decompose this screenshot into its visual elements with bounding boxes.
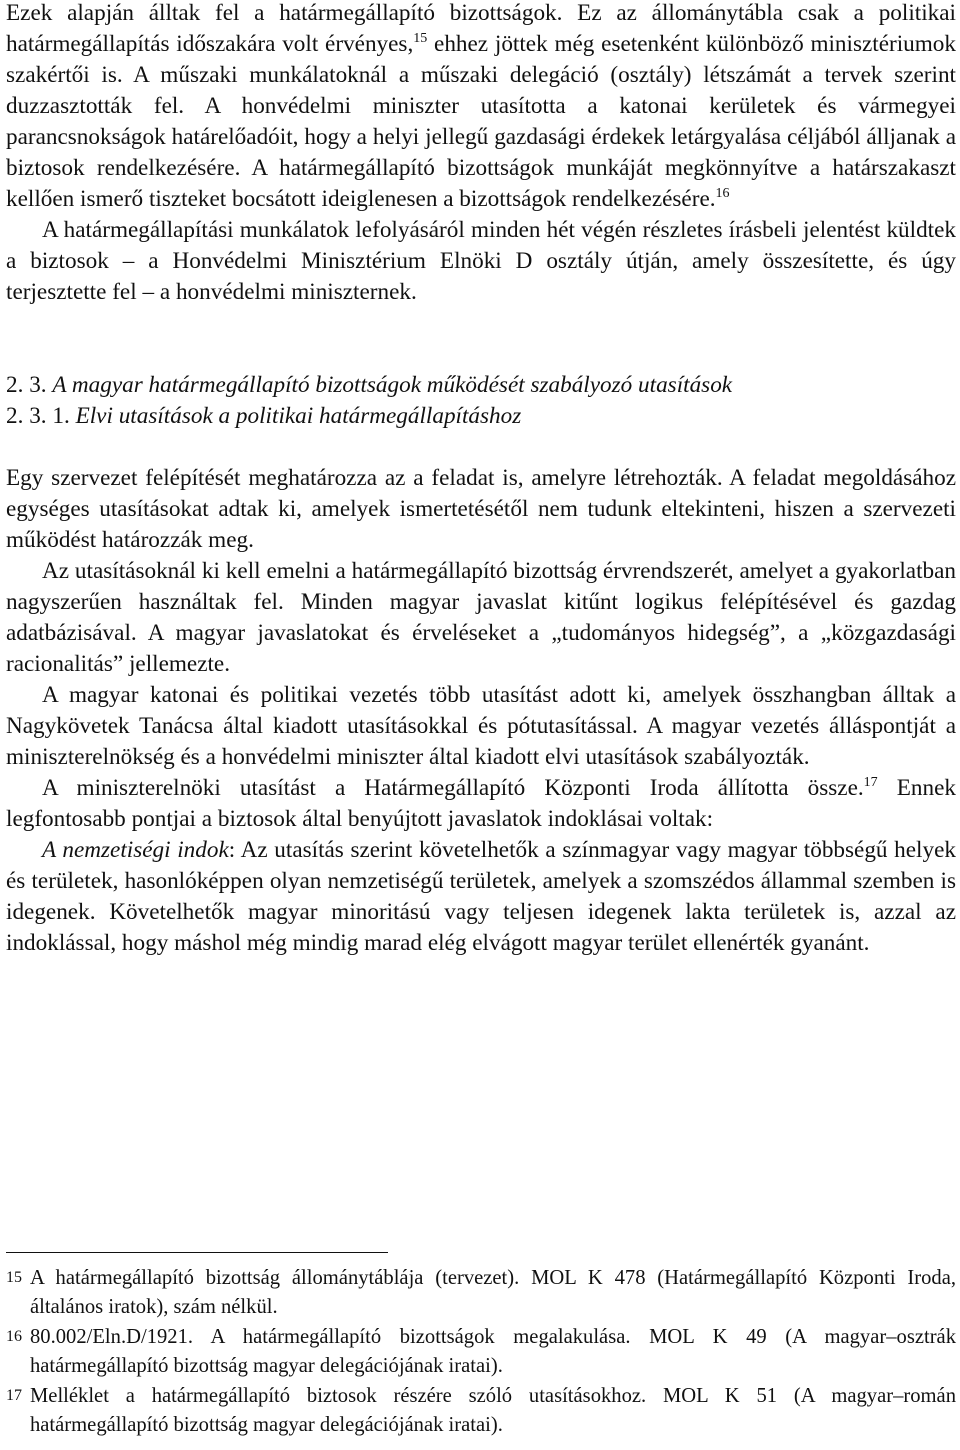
spacer bbox=[6, 308, 956, 370]
footnote-text: A határmegállapító bizottság állománytáblája (tervezet). MOL K 478 (Határmegállapító Központi Iroda, általános iratok), szám nélkül. bbox=[30, 1267, 956, 1318]
paragraph-4: Az utasításoknál ki kell emelni a határmegállapító bizottság érvrendszerét, amelyet a gyakorlatban nagyszerűen használtak fel. Minden magyar javaslat kitűnt logikus felépítésével és gazdag adatbázisával. A magyar javaslatokat és érveléseket a „tudományos hidegség”, a „közgazdasági racionalitás” jellemezte. bbox=[6, 558, 956, 677]
footnote-ref-17[interactable]: 17 bbox=[863, 775, 878, 790]
paragraph-5: A magyar katonai és politikai vezetés több utasítást adott ki, amelyek összhangban álltak a Nagykövetek Tanácsa által kiadott utasításokkal és pótutasítással. A magyar vezetés álláspontját a miniszterelnökség és a honvédelmi miniszter által kiadott elvi utasítások szabályozták. bbox=[6, 682, 956, 770]
paragraph-3: Egy szervezet felépítését meghatározza az a feladat is, amelyre létrehozták. A feladat megoldásához egységes utasításokat adtak ki, amelyek ismertetésétől nem tudunk eltekinteni, hiszen a szervezeti működést határozzák meg. bbox=[6, 465, 956, 553]
footnote-number: 16 bbox=[6, 1328, 22, 1345]
paragraph-7: A nemzetiségi indok: Az utasítás szerint követelhetők a színmagyar vagy magyar többségű helyek és területek, hasonlóképpen olyan nemzetiségű területek, amelyek a szomszédos állammal szemben is idegenek. Követelhetők magyar minoritású vagy teljesen idegenek lakta területek is, azzal az indoklással, hogy máshol még mindig marad elég elvágott magyar terület ellenérték gyanánt. bbox=[6, 837, 956, 956]
spacer bbox=[6, 432, 956, 463]
footnote-separator bbox=[6, 1252, 388, 1253]
paragraph-6: A miniszterelnöki utasítást a Határmegállapító Központi Iroda állította össze.$^{17}$ Ennek legfontosabb pontjai a biztosok által benyújtott javaslatok indoklásai voltak: bbox=[6, 775, 956, 832]
footnote-text: Melléklet a határmegállapító biztosok részére szóló utasításokhoz. MOL K 51 (A magyar–román határmegállapító bizottság magyar delegációjának iratai). bbox=[30, 1385, 956, 1436]
footnote-16 bbox=[6, 1323, 956, 1380]
footnote-15 bbox=[6, 1264, 956, 1321]
footnote-17 bbox=[6, 1382, 956, 1439]
footnote-number: 15 bbox=[6, 1269, 22, 1286]
paragraph-2: A határmegállapítási munkálatok lefolyásáról minden hét végén részletes írásbeli jelentést küldtek a biztosok – a Honvédelmi Minisztérium Elnöki D osztály útján, amely összesítette, és úgy terjesztette fel – a honvédelmi miniszternek. bbox=[6, 217, 956, 305]
section-heading-2-3: 2. 3. A magyar határmegállapító bizottságok működését szabályozó utasítások bbox=[6, 372, 733, 398]
italic-term: A nemzetiségi indok bbox=[42, 837, 229, 863]
footnote-text: 80.002/Eln.D/1921. A határmegállapító bizottságok megalakulása. MOL K 49 (A magyar–osztrák határmegállapító bizottság magyar delegációjának iratai). bbox=[30, 1326, 956, 1377]
footnote-number: 17 bbox=[6, 1387, 22, 1404]
paragraph-1: Ezek alapján álltak fel a határmegállapító bizottságok. Ez az állománytábla csak a politikai határmegállapítás időszakára volt érvényes,$^{15}$ ehhez jöttek még esetenként különböző minisztériumok szakértői is. A műszaki munkálatoknál a műszaki delegáció (osztály) létszámát a tervek szerint duzzasztották fel. A honvédelmi miniszter utasította a katonai kerületek és vármegyei parancsnokságok határelőadóit, hogy a helyi jellegű gazdasági érdekek letárgyalása céljából álljanak a biztosok rendelkezésére. A határmegállapító bizottságok munkáját megkönnyítve a határszakaszt kellően ismerő tiszteket bocsátott ideiglenesen a bizottságok rendelkezésére.$^{16}$ bbox=[6, 0, 956, 212]
footnote-ref-16[interactable]: 16 bbox=[715, 186, 730, 201]
footnote-ref-15[interactable]: 15 bbox=[413, 31, 428, 46]
footnotes bbox=[6, 1264, 956, 1439]
section-heading-2-3-1: 2. 3. 1. Elvi utasítások a politikai határmegállapításhoz bbox=[6, 403, 522, 429]
